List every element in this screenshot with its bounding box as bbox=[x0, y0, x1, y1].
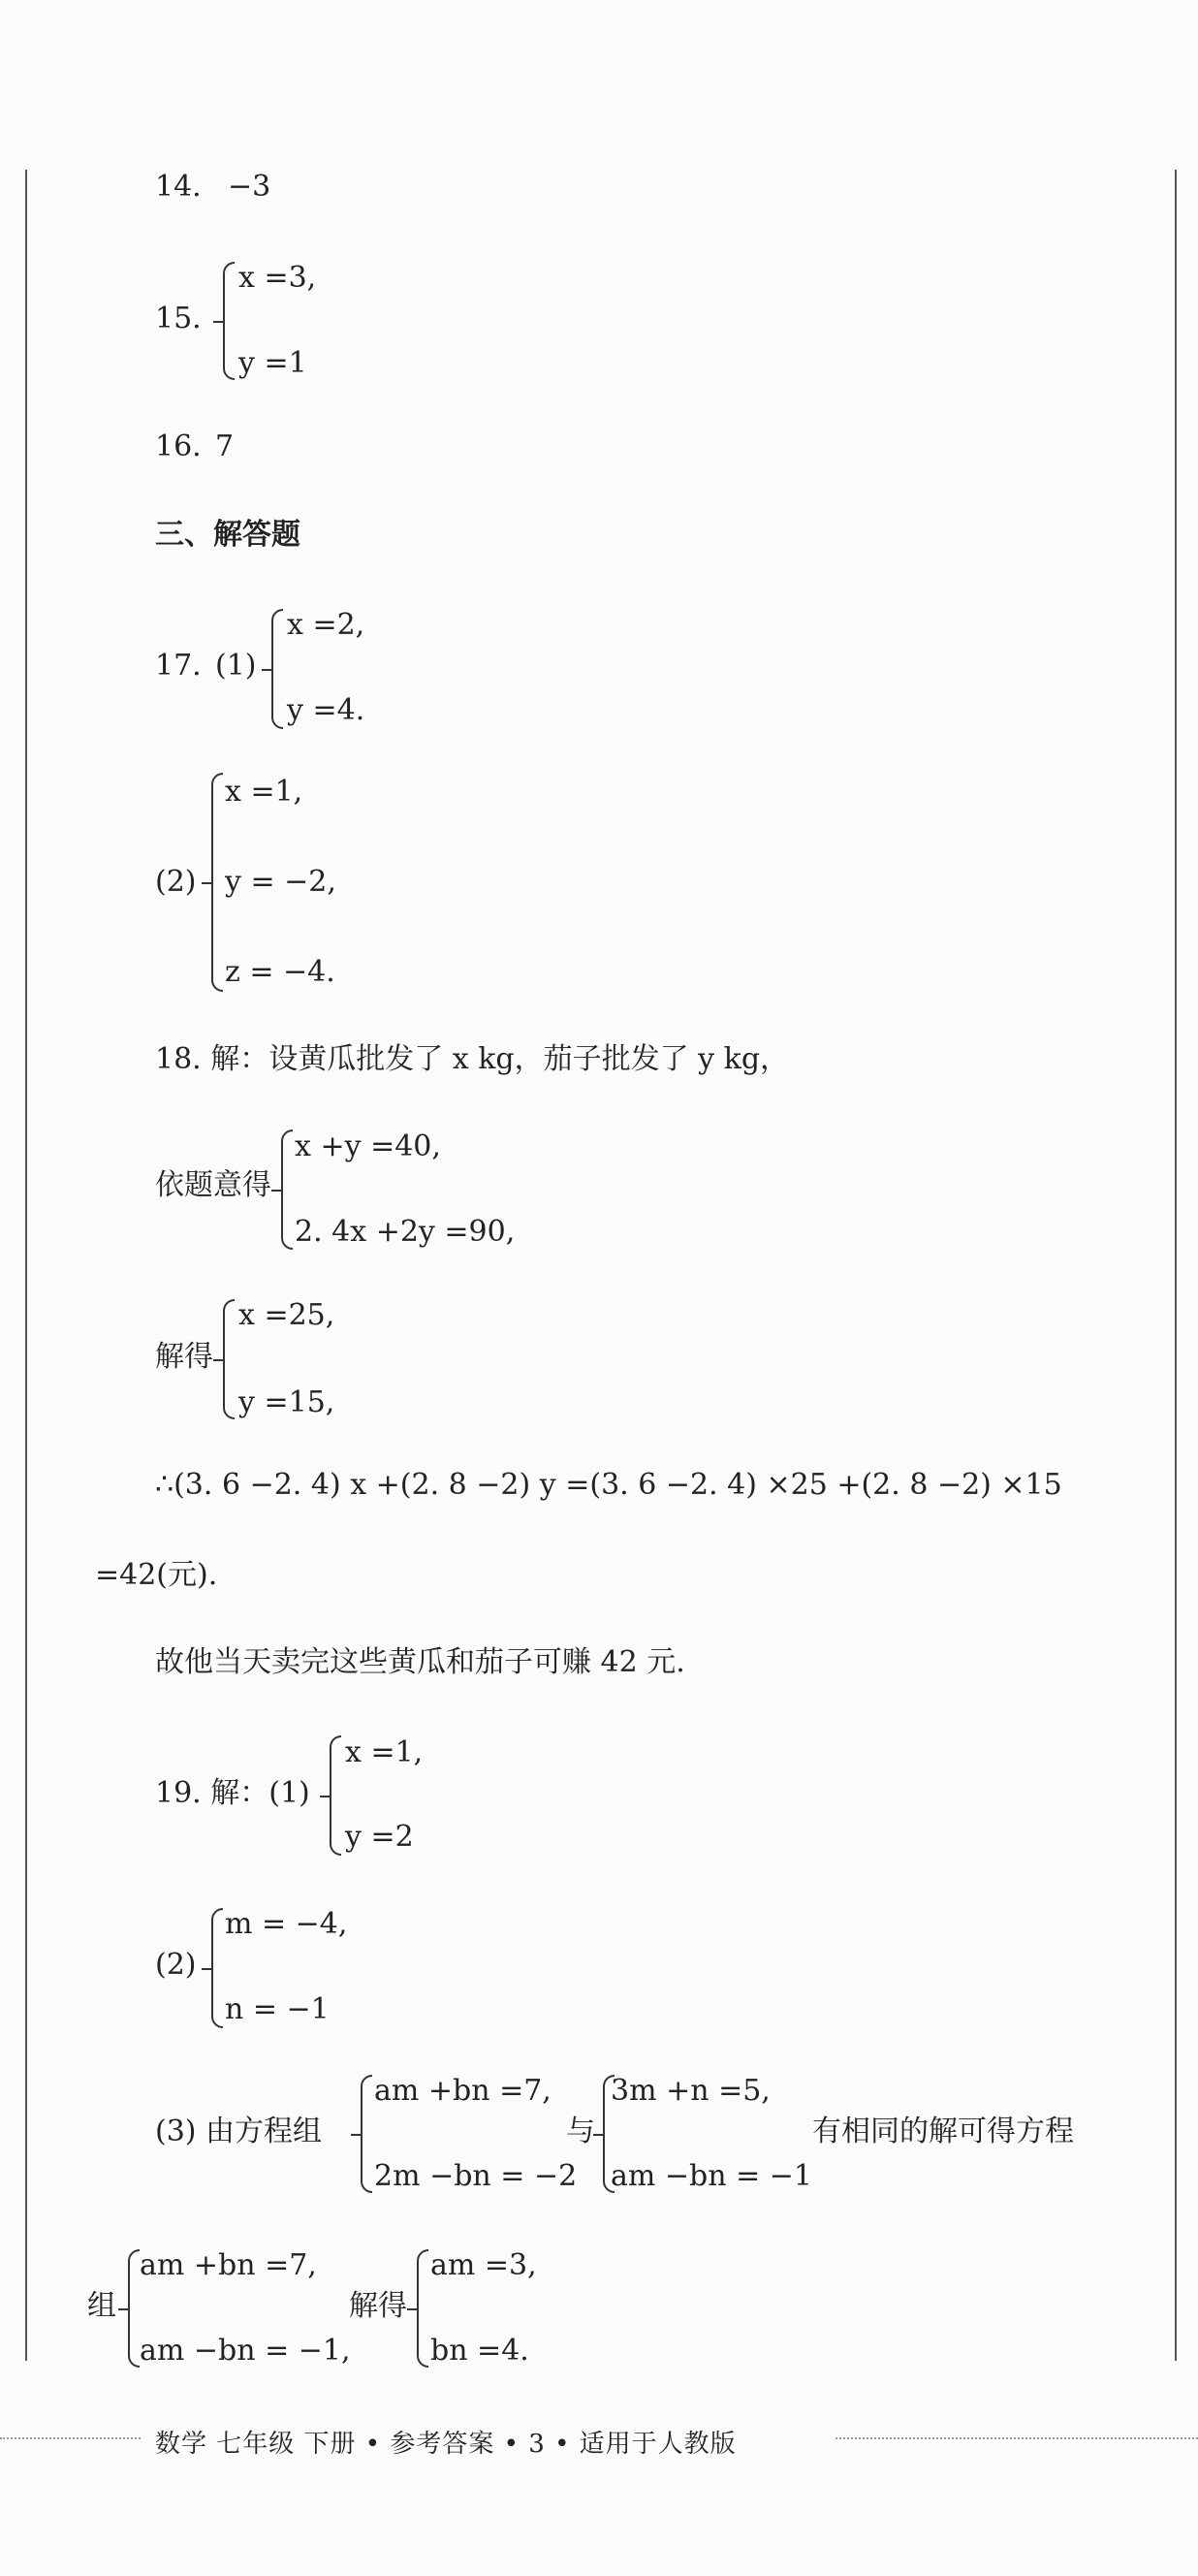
q19-system1-brace bbox=[361, 2075, 372, 2193]
q17-part2-brace bbox=[211, 773, 223, 992]
q19-system3-brace bbox=[128, 2249, 140, 2368]
q17-part1-eq1: x =2, bbox=[287, 608, 365, 642]
q16-number: 16. bbox=[155, 429, 202, 463]
q18-system-brace bbox=[281, 1129, 293, 1250]
q19-part2-eq1: m = −4, bbox=[225, 1907, 348, 1941]
q18-setup-label: 依题意得 bbox=[155, 1168, 271, 1202]
q18-conclusion: 故他当天卖完这些黄瓜和茄子可赚 42 元. bbox=[155, 1645, 685, 1679]
q18-calculation: ∴(3. 6 −2. 4) x +(2. 8 −2) y =(3. 6 −2. 4) ×25 +(2. 8 −2) ×15 bbox=[155, 1468, 1062, 1502]
right-border bbox=[1175, 170, 1177, 2361]
q17-part2-eq1: x =1, bbox=[225, 775, 303, 809]
q19-system4-brace bbox=[417, 2249, 428, 2368]
q18-sol1: x =25, bbox=[238, 1298, 335, 1332]
q17-part2-label: (2) bbox=[155, 865, 197, 899]
q19-system3-eq1: am +bn =7, bbox=[140, 2248, 317, 2282]
q18-eq1: x +y =40, bbox=[295, 1129, 441, 1163]
q19-part2-label: (2) bbox=[155, 1948, 197, 1982]
footer-rule-right bbox=[835, 2437, 1198, 2439]
q17-part2-eq2: y = −2, bbox=[225, 865, 336, 899]
q17-part2-eq3: z = −4. bbox=[225, 955, 335, 989]
q17-part1-eq2: y =4. bbox=[287, 693, 365, 727]
q14-answer: −3 bbox=[228, 170, 271, 204]
section-heading: 三、解答题 bbox=[155, 518, 300, 552]
q19-part1-eq1: x =1, bbox=[345, 1735, 424, 1769]
q19-system4-eq2: bn =4. bbox=[430, 2334, 529, 2368]
q19-solve-label: 解得 bbox=[349, 2289, 407, 2323]
q19-and-label: 与 bbox=[566, 2115, 595, 2148]
q18-eq2: 2. 4x +2y =90, bbox=[295, 1215, 516, 1249]
footer-text: 数学 七年级 下册 • 参考答案 • 3 • 适用于人教版 bbox=[155, 2430, 737, 2459]
q16-answer: 7 bbox=[215, 429, 235, 463]
q19-system2-eq2: am −bn = −1 bbox=[611, 2159, 812, 2193]
q19-system4-eq1: am =3, bbox=[430, 2248, 537, 2282]
q18-intro: 18. 解：设黄瓜批发了 x kg，茄子批发了 y kg， bbox=[155, 1042, 790, 1076]
q18-sol2: y =15, bbox=[238, 1385, 335, 1419]
q18-solution-brace bbox=[223, 1299, 235, 1419]
q19-part3-tail: 有相同的解可得方程 bbox=[812, 2115, 1074, 2148]
q19-part2-brace bbox=[211, 1908, 223, 2028]
q17-number: 17. bbox=[155, 649, 202, 683]
q15-brace bbox=[223, 262, 235, 380]
q19-system1-eq2: 2m −bn = −2 bbox=[374, 2159, 578, 2193]
q19-number: 19. 解：(1) bbox=[155, 1776, 310, 1810]
q19-part1-eq2: y =2 bbox=[345, 1820, 414, 1854]
q17-part1-brace bbox=[271, 609, 283, 729]
q15-number: 15. bbox=[155, 302, 202, 335]
q19-system2-eq1: 3m +n =5, bbox=[611, 2074, 771, 2108]
q17-part1-label: (1) bbox=[215, 649, 257, 683]
q19-zu-label: 组 bbox=[87, 2289, 116, 2323]
q19-part2-eq2: n = −1 bbox=[225, 1992, 330, 2026]
q14-number: 14. bbox=[155, 170, 202, 204]
footer-rule-left bbox=[0, 2437, 141, 2439]
q19-system1-eq1: am +bn =7, bbox=[374, 2074, 552, 2108]
q15-eq1: x =3, bbox=[238, 261, 317, 295]
left-border bbox=[25, 170, 27, 2361]
q15-eq2: y =1 bbox=[238, 346, 307, 380]
q19-system3-eq2: am −bn = −1, bbox=[140, 2334, 351, 2368]
q19-part1-brace bbox=[330, 1735, 341, 1856]
q18-solve-label: 解得 bbox=[155, 1340, 213, 1374]
q18-result: =42(元). bbox=[95, 1558, 218, 1592]
q19-part3-intro: (3) 由方程组 bbox=[155, 2115, 323, 2148]
